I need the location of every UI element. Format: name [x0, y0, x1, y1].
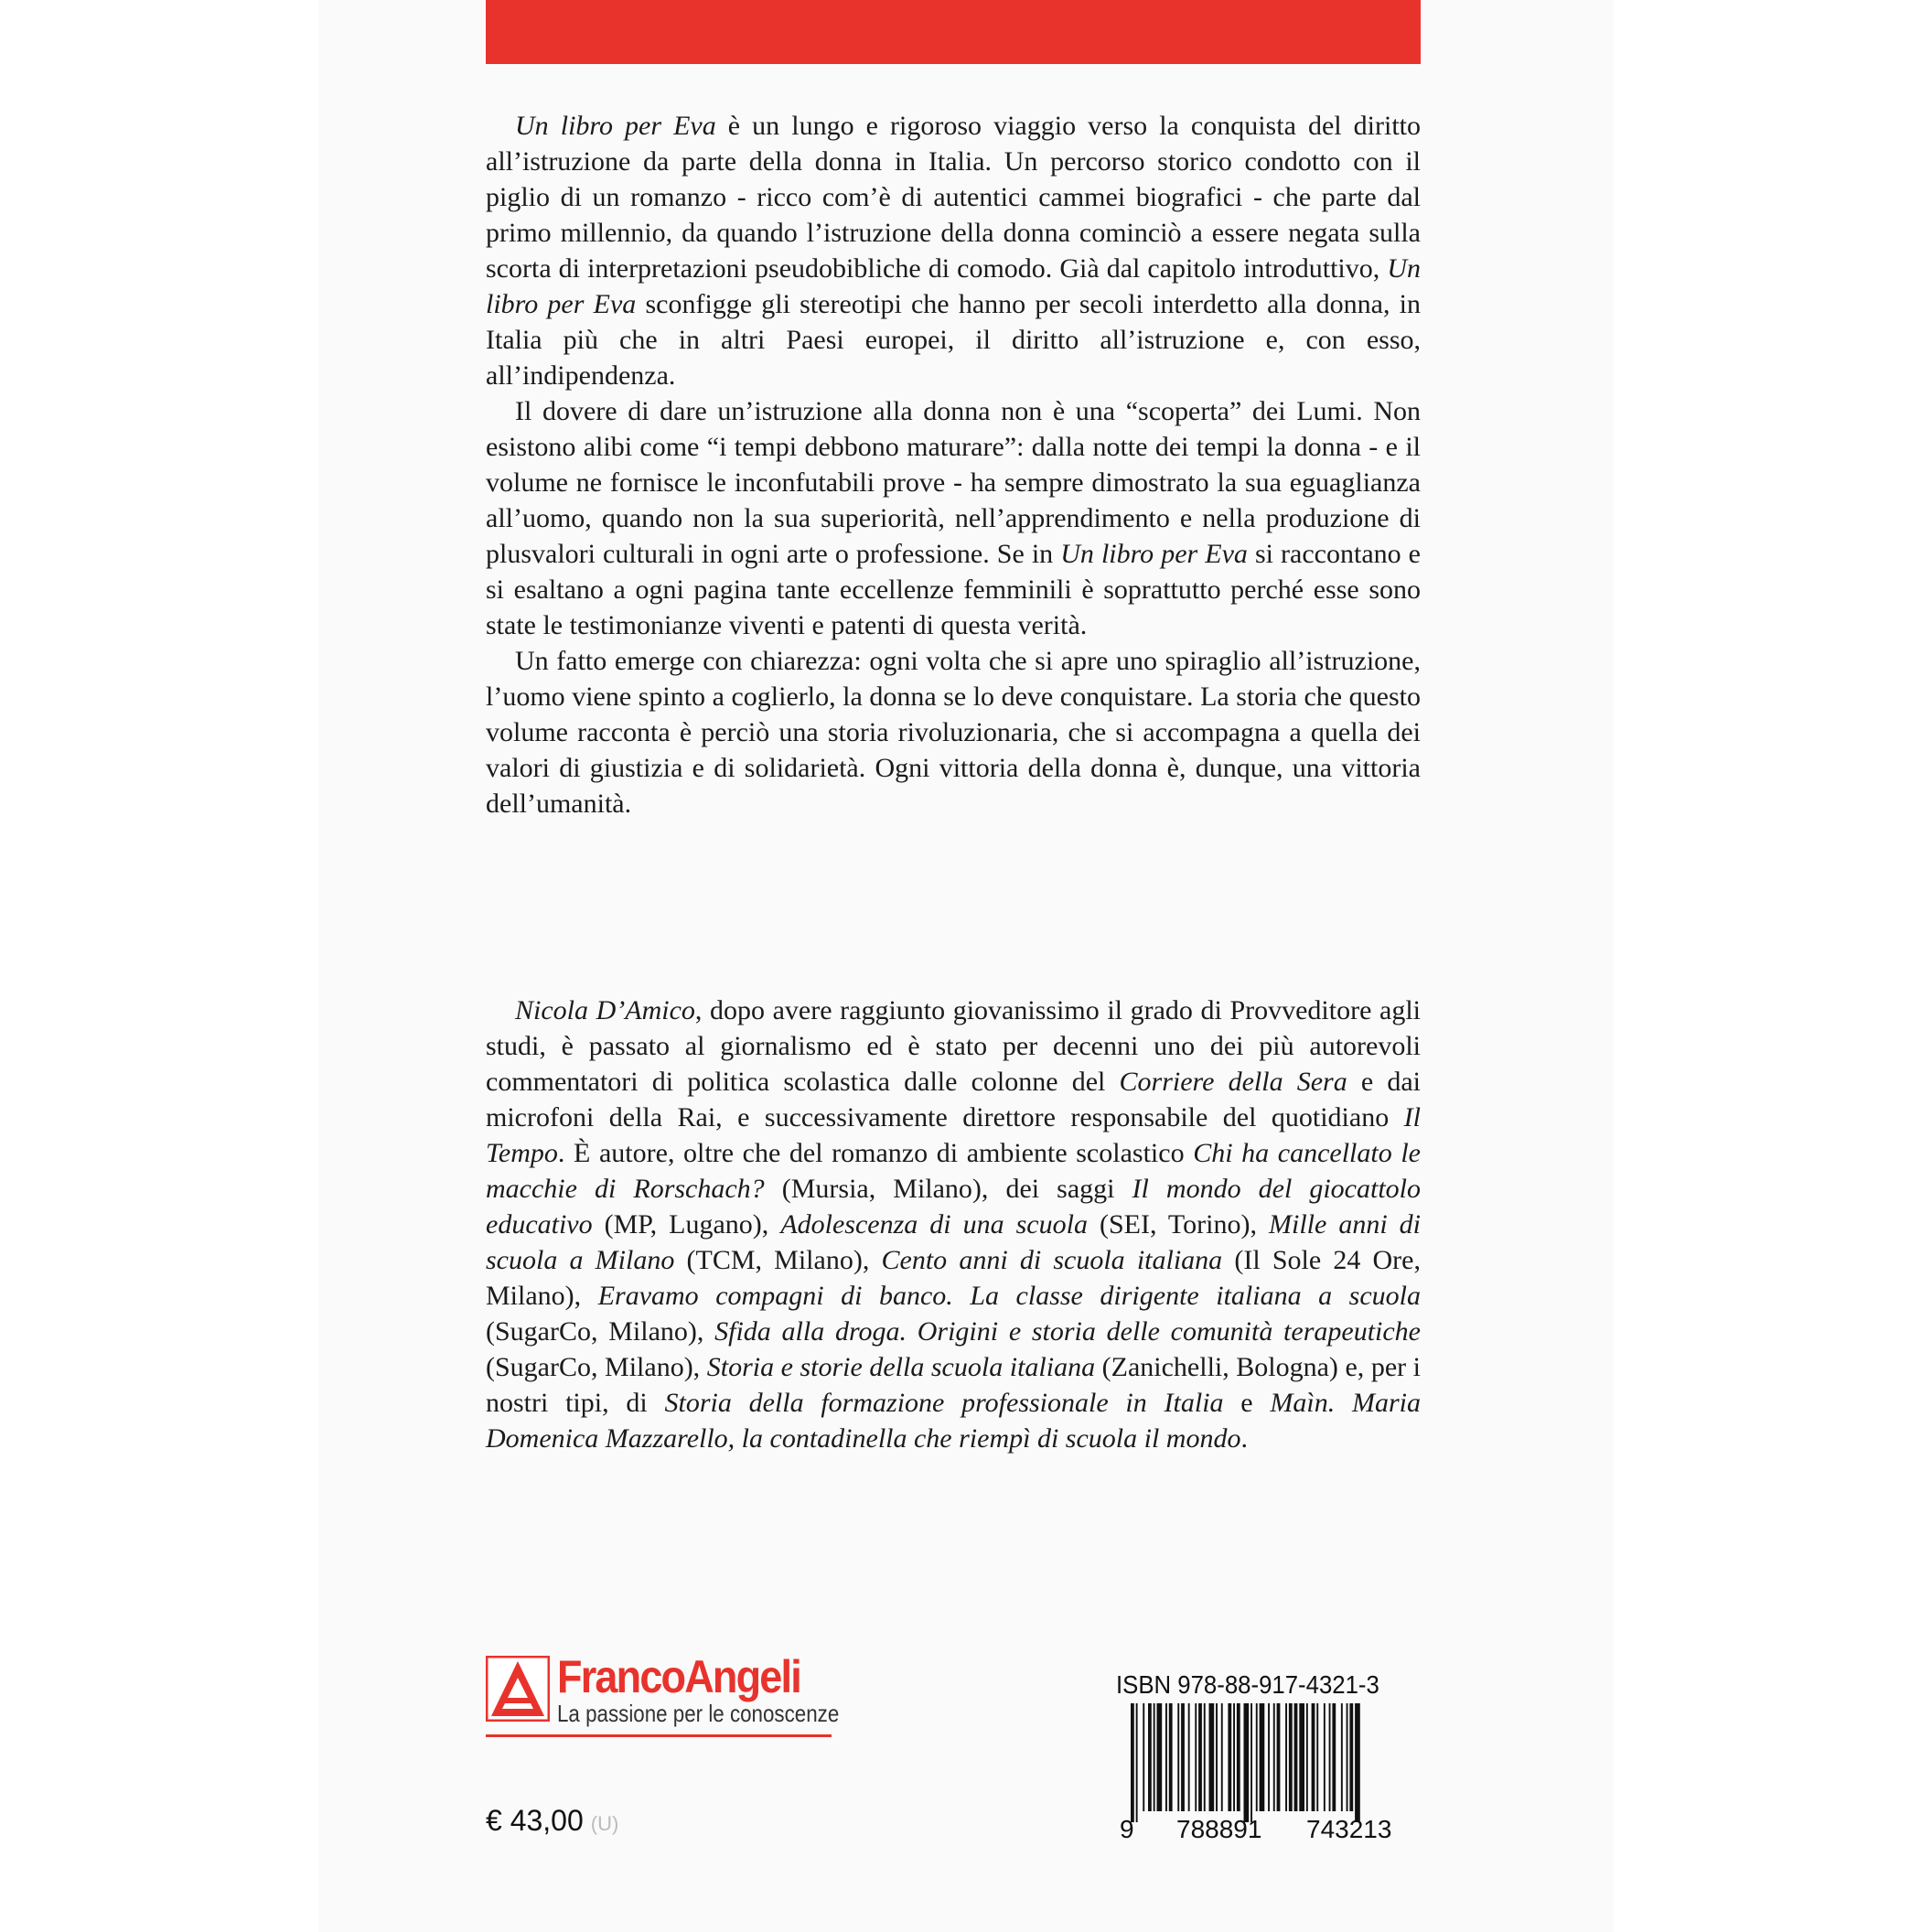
- isbn-label: ISBN 978-88-917-4321-3: [1116, 1670, 1379, 1699]
- book-title: Un libro per Eva: [515, 111, 716, 141]
- barcode-digits-right: 743213: [1306, 1815, 1392, 1843]
- publisher-logo: [486, 1651, 840, 1740]
- author-name: Nicola D’Amico: [515, 995, 695, 1025]
- publisher-tagline: La passione per le conoscenze: [557, 1700, 840, 1727]
- blurb-text: [486, 108, 1421, 821]
- price-label: [486, 1804, 618, 1838]
- publisher-a-mark-icon: [486, 1656, 550, 1722]
- blurb-paragraph-2: Il dovere di dare un’istruzione alla donna non è una “scoperta” dei Lumi. Non esistono alibi come “i tempi debbono maturare”: dalla notte dei tempi la donna - e il volume ne fornisce le inconfutabili prove - ha sempre dimostrato la sua eguaglianza all’uomo, quando non la sua superiorità, nell’apprendimento e nella produzione di plusvalori culturali in ogni arte o professione. Se in Un libro per Eva si raccontano e si esaltano a ogni pagina tante eccellenze femminili è soprattutto perché esse sono state le testimonianze viventi e patenti di questa verità.: [486, 396, 1422, 640]
- isbn-barcode: [1131, 1703, 1422, 1822]
- price-code: (U): [590, 1812, 619, 1835]
- bio-paragraph: Nicola D’Amico, dopo avere raggiunto giovanissimo il grado di Provveditore agli studi, è passato al giornalismo ed è stato per decenni uno dei più autorevoli commentatori di politica scolastica dalle colonne del Corriere della Sera e dai microfoni della Rai, e successivamente direttore responsabile del quotidiano Il Tempo. È autore, oltre che del romanzo di ambiente scolastico Chi ha cancellato le macchie di Rorschach? (Mursia, Milano), dei saggi Il mondo del giocattolo educativo (MP, Lugano), Adolescenza di una scuola (SEI, Torino), Mille anni di scuola a Milano (TCM, Milano), Cento anni di scuola italiana (Il Sole 24 Ore, Milano), Eravamo compagni di banco. La classe dirigente italiana a scuola (SugarCo, Milano), Sfida alla droga. Origini e storia delle comunità terapeutiche (SugarCo, Milano), Storia e storie della scuola italiana (Zanichelli, Bologna) e, per i nostri tipi, di Storia della formazione professionale in Italia e Maìn. Maria Domenica Mazzarello, la contadinella che riempì di scuola il mondo.: [486, 995, 1422, 1454]
- blurb-paragraph-1: Un libro per Eva è un lungo e rigoroso viaggio verso la conquista del diritto all’istruzione da parte della donna in Italia. Un percorso storico condotto con il piglio di un romanzo - ricco com’è di autentici cammei biografici - che parte dal primo millennio, da quando l’istruzione della donna cominciò a essere negata sulla scorta di interpretazioni pseudobibliche di comodo. Già dal capitolo introduttivo, Un libro per Eva sconfigge gli stereotipi che hanno per secoli interdetto alla donna, in Italia più che in altri Paesi europei, il diritto all’istruzione e, con esso, all’indipendenza.: [486, 111, 1421, 391]
- logo-underline: [486, 1734, 832, 1737]
- book-title: Un libro per Eva: [1060, 539, 1248, 569]
- price-amount: € 43,00: [486, 1804, 584, 1837]
- red-header-band: [486, 0, 1421, 64]
- barcode-digits-left: 788891: [1176, 1815, 1262, 1843]
- author-bio: [486, 993, 1421, 1456]
- book-title: Un libro per Eva: [486, 253, 1421, 319]
- barcode-digit-first: 9: [1120, 1815, 1134, 1843]
- publisher-name: FrancoAngeli: [557, 1651, 800, 1702]
- blurb-paragraph-3: Un fatto emerge con chiarezza: ogni volta che si apre uno spiraglio all’istruzione, l’uomo viene spinto a coglierlo, la donna se lo deve conquistare. La storia che questo volume racconta è perciò una storia rivoluzionaria, che si accompagna a quella dei valori di giustizia e di solidarietà. Ogni vittoria della donna è, dunque, una vittoria dell’umanità.: [486, 646, 1421, 819]
